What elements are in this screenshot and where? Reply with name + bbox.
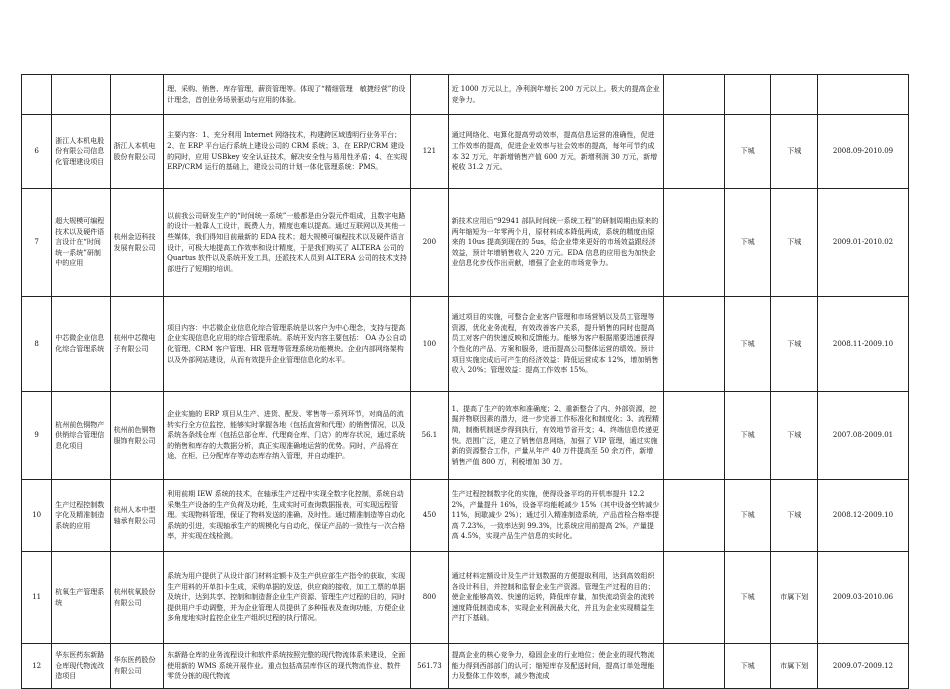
benefit-text: 通过项目的实施，可整合企业客户管理和市场营销以及员工管理等资源，优化业务流程，有效改善客户关系，提升销售的同时也提高员工对客户的快速反映和反馈能力。能够为客户根据需要迅速获得个性化的产品、方案和服务，进而提高公司整体运营的绩效。预计项目实施完成后可产生的经济效益：降低运营成本 12%，增加销售收入 20%；管理效益：提高工作效率 15%。 [448,297,664,392]
investment-amount: 561.73 [411,644,448,689]
table-row [22,644,909,689]
district [724,75,771,115]
period: 2008.09-2010.09 [818,115,909,189]
investment-amount: 100 [411,297,448,392]
district: 下城 [724,644,771,689]
company-name: 浙江人本机电股份有限公司 [110,115,164,189]
blank-cell [664,480,725,552]
period: 2009.07-2009.12 [818,644,909,689]
project-content: 理、采购、销售、库存管理，薪资管理等。体现了“精细管理 敏捷经营”的设计理念，首创业务场景驱动与应用的体验。 [164,75,411,115]
project-content: 东新路仓库的业务流程设计和软件系统按照完整的现代物流体系来建设，全面使用新的 WMS 系统开展作业。重点包括高层库作区的现代物流作业、数件零货分拣的现代物流 [164,644,411,689]
table-row [22,480,909,552]
district: 下城 [724,552,771,644]
project-name: 杭氧生产管理系统 [52,552,110,644]
district: 下城 [724,297,771,392]
district: 下城 [724,115,771,189]
district: 下城 [724,480,771,552]
table-row [22,297,909,392]
district-assigned: 下城 [771,480,818,552]
district-assigned: 下城 [771,297,818,392]
project-table [21,74,909,689]
table-body [22,75,909,689]
project-name: 生产过程控制数字化及精准制造系统的应用 [52,480,110,552]
project-content: 企业实施的 ERP 项目从生产、进货、配发、零售等一系列环节，对商品的流转实行全方位监控，能够实时掌握各地（包括直营和代理）的销售情况，以及系统各条线仓库（包括总部仓库、代理商仓库、门店）的库存状况，通过系统的销售和库存的大数据分析，真正实现准确地运营的优势。同时，产品将在途、在柜、已分配库存等动态库存纳入管理，并自动维护。 [164,392,411,480]
row-number: 7 [22,189,52,297]
row-number [22,75,52,115]
row-number: 10 [22,480,52,552]
project-content: 主要内容：1、充分利用 Internet 网络技术，构建跨区域透明行业务平台；2、在 ERP 平台运行系统上建设公司的 CRM 系统；3、在 ERP/CRM 建设的同时，应用 USBkey 安全认证技术，解决安全性与易用性矛盾；4、在实现 ERP/CRM 运行的基础上，建设公司的计划一体化管理系统：PMS。 [164,115,411,189]
company-name: 杭州金迈科技发展有限公司 [110,189,164,297]
benefit-text: 新技术应用后“92941 部队时间统一系统工程”的研制周期由原来的两年缩短为一年零两个月，原材料成本降低两成，系统的精度由原来的 10us 提高到现在的 5us，给企业带来更好的市场效益跟经济效益，预计年增销售收入 220 万元。EDA 信息的应用也为加快企业信息化步伐作出贡献，增强了企业的市场竞争力。 [448,189,664,297]
company-name: 杭州前色铜物服饰有限公司 [110,392,164,480]
district: 下城 [724,189,771,297]
period: 2008.12-2009.10 [818,480,909,552]
blank-cell [664,115,725,189]
investment-amount: 121 [411,115,448,189]
table-row [22,552,909,644]
project-name [52,75,110,115]
investment-amount: 56.1 [411,392,448,480]
district: 下城 [724,392,771,480]
company-name: 杭州中芯微电子有限公司 [110,297,164,392]
district-assigned: 市属下划 [771,644,818,689]
district-assigned: 下城 [771,189,818,297]
period: 2007.08-2009.01 [818,392,909,480]
period: 2009.01-2010.02 [818,189,909,297]
benefit-text: 生产过程控制数字化的实施，使得设备平均的开机率提升 12.22%，产量提升 16%，设备平均能耗减少 15%（其中设备空转减少 11%，间歇减少 2%）；通过引入精准制造系统，产品首检合格率提高 7.23%，一致率达到 99.3%，比系统应用前提高 2%，产量提高 4.5%，实现产品生产信息的实时化。 [448,480,664,552]
table-row [22,189,909,297]
row-number: 11 [22,552,52,644]
company-name: 华东医药股份有限公司 [110,644,164,689]
benefit-text: 通过材料定额设计及生产计划数据的方便提取利用，达到高效组织各设计科目，并控制和监督企业生产资源。管理生产过程的目的；使企业能够高效、快速的运转，降低库存量，加快流动资金的流转速度降低制造成本，实现企业利润最大化，并且为企业实现精益生产打下基础。 [448,552,664,644]
blank-cell [664,392,725,480]
project-content: 系统为用户提供了从设计部门材料定额卡及生产供应部生产指令的获取，实现生产用料的开单扣卡生成，采购单据的发送，供应商的接收，加工工票的单据及统计，达到共享、控制和制造督企业生产资源、管理生产过程的目的，同时提供用户手动调整，并为企业管理人员提供了多种报表及查询功能，方便企业多角度地实时监控企业生产组织过程的执行情况。 [164,552,411,644]
table-row [22,75,909,115]
investment-amount: 200 [411,189,448,297]
company-name: 杭州人本中型轴承有限公司 [110,480,164,552]
district-assigned: 下城 [771,115,818,189]
blank-cell [664,75,725,115]
blank-cell [664,644,725,689]
benefit-text: 提高企业的核心竞争力，稳固企业的行业地位；使企业的现代物流能力得到西部部门的认可；缩短库存及配送时间，提高订单处理能力及整体工作效率，减少物流成 [448,644,664,689]
project-content: 项目内容：中芯微企业信息化综合管理系统是以客户为中心理念，支持与提高企业实现信息化应用的综合管理系统。系统开发内容主要包括： OA 办公自动化管理、CRM 客户管理、HR 管理等管理系统功能模块。企业内部网络架构以及外部网站建设，从而有效提升企业管理信息化的水平。 [164,297,411,392]
table-row [22,115,909,189]
project-name: 超大规模可编程技术以及硬件语言设计在“时间统一系统”研制中的应用 [52,189,110,297]
project-name: 浙江人本机电股份有限公司信息化管理建设项目 [52,115,110,189]
period [818,75,909,115]
period: 2009.03-2010.06 [818,552,909,644]
blank-cell [664,297,725,392]
investment-amount: 450 [411,480,448,552]
investment-amount: 800 [411,552,448,644]
project-name: 中芯微企业信息化综合管理系统 [52,297,110,392]
district-assigned: 市属下划 [771,552,818,644]
benefit-text: 通过网络化、电算化提高劳动效率，提高信息运营的准确性，促进工作效率的提高，促进企业效率与社会效率的提高，每年可节约成本 32 万元，年新增销售产值 600 万元，新增利润 30 万元，新增税收 31.2 万元。 [448,115,664,189]
project-content: 利用前期 IEW 系统的技术，在轴承生产过程中实现全数字化控制，系统自动采集生产设备的生产负荷及功耗，生成实时可查询数据报表，可实现远程管理。实现物料管理，保证了物料发送的准确、及时性。通过精准制造等自动化系统的引进，实现轴承生产的规模化与自动化，保证产品的一致性与一次合格率，并实现在线检测。 [164,480,411,552]
district-assigned [771,75,818,115]
project-content: 以前我公司研发生产的“时间统一系统”一般都是由分裂元件组成，且数字电路的设计一般靠人工设计，既费人力，精度也难以提高。通过互联网以及其他一些媒体，我们得知目前最新的 EDA 技术；超大规模可编程技术以及硬件语言设计，可极大地提高工作效率和设计精度，于是我们购买了 ALTERA 公司的 Quartus 软件以及系统开发工具，还派技术人员到 ALTERA 公司的技术支持部进行了短期的培训。 [164,189,411,297]
row-number: 9 [22,392,52,480]
blank-cell [664,552,725,644]
table-row [22,392,909,480]
benefit-text: 1、提高了生产的效率和准确度；2、重新整合了内、外部资源，挖掘并物联因素的潜力，进一步完善工作标准化和制度化；3、流程精简，制衡机制逐步得到执行，有效地节省开支；4、终端信息传递更快。范围广泛，建立了销售信息网络，加强了 VIP 管理，通过实施新的资源整合工作，产量从年产 40 万件提高至 50 余万件，新增销售产值 800 万，利税增加 30 万。 [448,392,664,480]
project-name: 杭州前色铜物产供销综合管理信息化项目 [52,392,110,480]
investment-amount [411,75,448,115]
company-name: 杭州杭氧股份有限公司 [110,552,164,644]
period: 2008.11-2009.10 [818,297,909,392]
district-assigned: 下城 [771,392,818,480]
company-name [110,75,164,115]
blank-cell [664,189,725,297]
project-name: 华东医药东新路仓库现代物流改造项目 [52,644,110,689]
row-number: 8 [22,297,52,392]
row-number: 6 [22,115,52,189]
row-number: 12 [22,644,52,689]
benefit-text: 近 1000 万元以上，净利润年增长 200 万元以上。极大的提高企业竞争力。 [448,75,664,115]
